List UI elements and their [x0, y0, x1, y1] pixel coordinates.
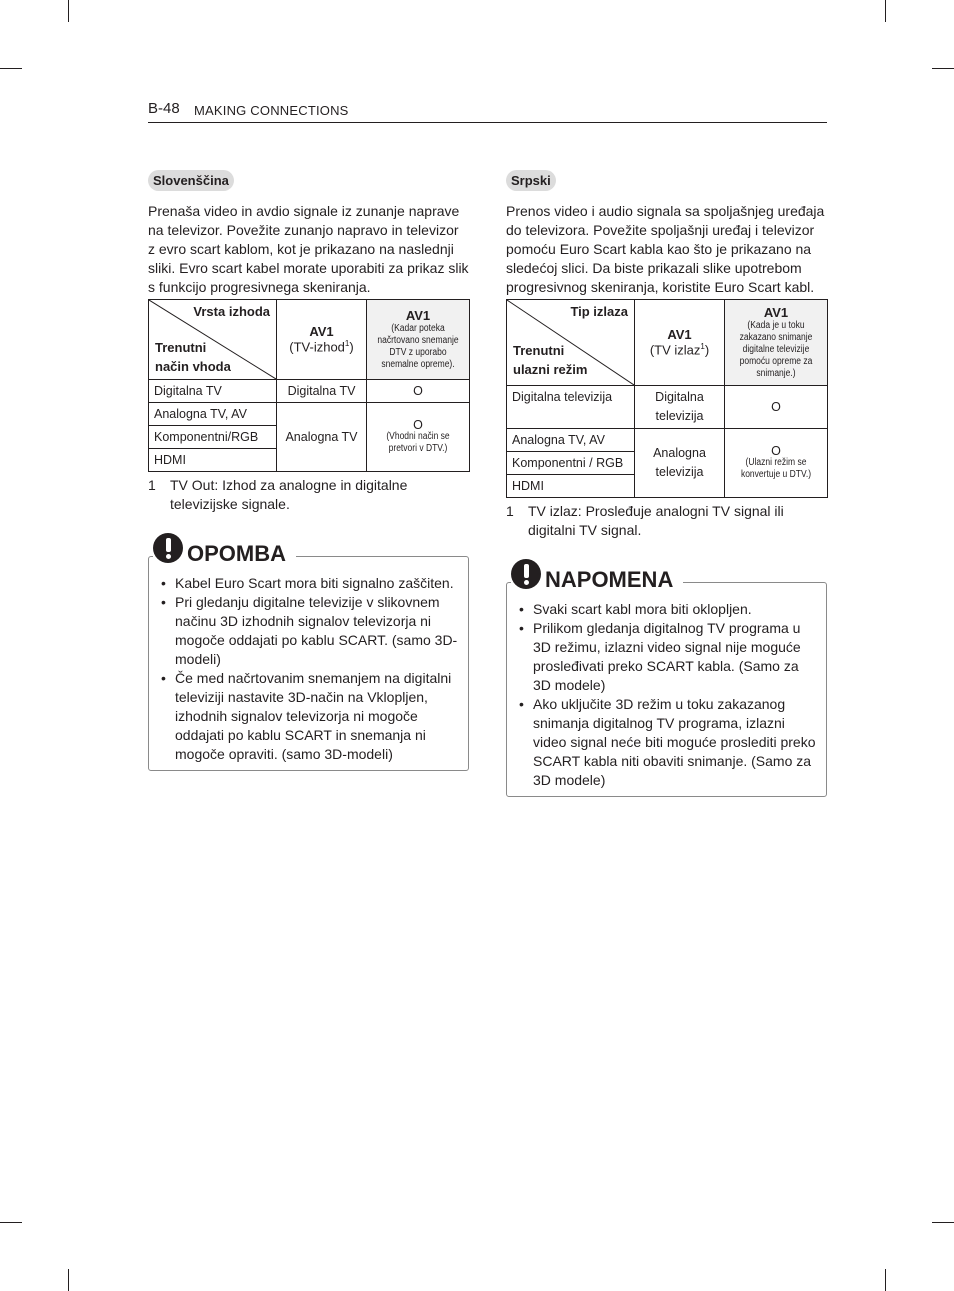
table-row-label: HDMI — [507, 475, 635, 498]
page-header — [148, 98, 827, 123]
intro-paragraph: Prenaša video in avdio signale iz zunanje naprave na televizor. Povežite zunanjo napravo in televizor z evro scart kablom, kot je prikazano na naslednji sliki. Evro scart kabel morate uporabiti za prikaz slik s funkcijo progresivnega skeniranja. — [148, 203, 469, 295]
table-row-label: Komponentni / RGB — [507, 452, 635, 475]
list-item: • Če med načrtovanim snemanjem na digitalni televiziji nastavite 3D-način na Vklopljen, izhodnih signalov televizorja ni mogoče oddajati po kablu SCART in snemanja ni mogoče opraviti. (samo 3D-modeli) — [161, 669, 458, 764]
crop-mark — [932, 68, 954, 69]
table-row-label: Analogna TV, AV — [149, 403, 277, 426]
list-item: • Pri gledanju digitalne televizije v slikovnem načinu 3D izhodnih signalov televizorja ni mogoče oddajati po kablu SCART. (samo 3D-modeli) — [161, 593, 458, 669]
note-box — [148, 541, 469, 771]
corner-top-label: Tip izlaza — [570, 304, 628, 319]
list-item: • Svaki scart kabl mora biti oklopljen. — [519, 600, 816, 619]
table-row-label: Digitalna televizija — [507, 386, 635, 429]
table-cell: Digitalna televizija — [635, 386, 725, 429]
note-heading — [511, 555, 683, 593]
connection-table — [506, 299, 828, 498]
crop-mark — [885, 0, 886, 22]
slovenian-column — [148, 170, 469, 771]
crop-mark — [0, 1222, 22, 1223]
table-cell: O (Vhodni način se pretvori v DTV.) — [367, 403, 470, 472]
crop-mark — [68, 1269, 69, 1291]
crop-mark — [885, 1269, 886, 1291]
serbian-column — [506, 170, 827, 797]
note-heading — [153, 529, 296, 567]
av1-tv-out-header: AV1 (TV izlaz$^1$) — [635, 300, 725, 386]
table-cell: Analogna televizija — [635, 429, 725, 498]
table-corner-cell — [507, 300, 635, 386]
table-row-label: Analogna TV, AV — [507, 429, 635, 452]
footnote: 1 TV Out: Izhod za analogne in digitalne televizijske signale. — [148, 477, 408, 512]
note-title: OPOMBA — [187, 541, 286, 566]
table-cell: Analogna TV — [277, 403, 367, 472]
crop-mark — [932, 1222, 954, 1223]
table-corner-cell — [149, 300, 277, 380]
note-box — [506, 567, 827, 797]
table-cell: O — [725, 386, 828, 429]
corner-bottom-label: Trenutni način vhoda — [155, 340, 231, 374]
crop-mark — [68, 0, 69, 22]
list-item: • Kabel Euro Scart mora biti signalno zaščiten. — [161, 574, 458, 593]
language-badge: Slovenščina — [148, 170, 234, 191]
note-title: NAPOMENA — [545, 567, 674, 592]
connection-table — [148, 299, 470, 472]
intro-paragraph: Prenos video i audio signala sa spoljašnjeg uređaja do televizora. Povežite spoljašnji uređaj i televizor pomoću Euro Scart kabla kao što je prikazano na sledećoj slici. Da biste prikazali slike upotrebom progresivnog skeniranja, koristite Euro Scart kabl. — [506, 203, 825, 295]
list-item: • Prilikom gledanja digitalnog TV programa u 3D režimu, izlazni video signal nije moguće prosleđivati preko SCART kabla. (Samo za 3D modele) — [519, 619, 816, 695]
av1-recording-header: AV1 (Kada je u toku zakazano snimanje digitalne televizije pomoću opreme za snimanje.) — [725, 300, 828, 386]
table-row-label: Komponentni/RGB — [149, 426, 277, 449]
exclamation-icon — [153, 533, 183, 563]
table-cell: O — [367, 380, 470, 403]
crop-mark — [0, 68, 22, 69]
av1-recording-header: AV1 (Kadar poteka načrtovano snemanje DTV z uporabo snemalne opreme). — [367, 300, 470, 380]
section-title: MAKING CONNECTIONS — [194, 103, 349, 118]
corner-bottom-label: Trenutni ulazni režim — [513, 343, 588, 377]
av1-tv-out-header: AV1 (TV-izhod$^1$) — [277, 300, 367, 380]
table-row-label: Digitalna TV — [149, 380, 277, 403]
table-cell: O (Ulazni režim se konvertuje u DTV.) — [725, 429, 828, 498]
footnote: 1 TV izlaz: Prosleđuje analogni TV signal ili digitalni TV signal. — [506, 503, 784, 538]
exclamation-icon — [511, 559, 541, 589]
list-item: • Ako uključite 3D režim u toku zakazanog snimanja digitalnog TV programa, izlazni video signal neće biti moguće proslediti preko SCART kabla niti obaviti snimanje. (Samo za 3D modele) — [519, 695, 816, 790]
language-badge: Srpski — [506, 170, 556, 191]
corner-top-label: Vrsta izhoda — [193, 304, 270, 319]
page-number: B-48 — [148, 100, 180, 117]
table-cell: Digitalna TV — [277, 380, 367, 403]
table-row-label: HDMI — [149, 449, 277, 472]
